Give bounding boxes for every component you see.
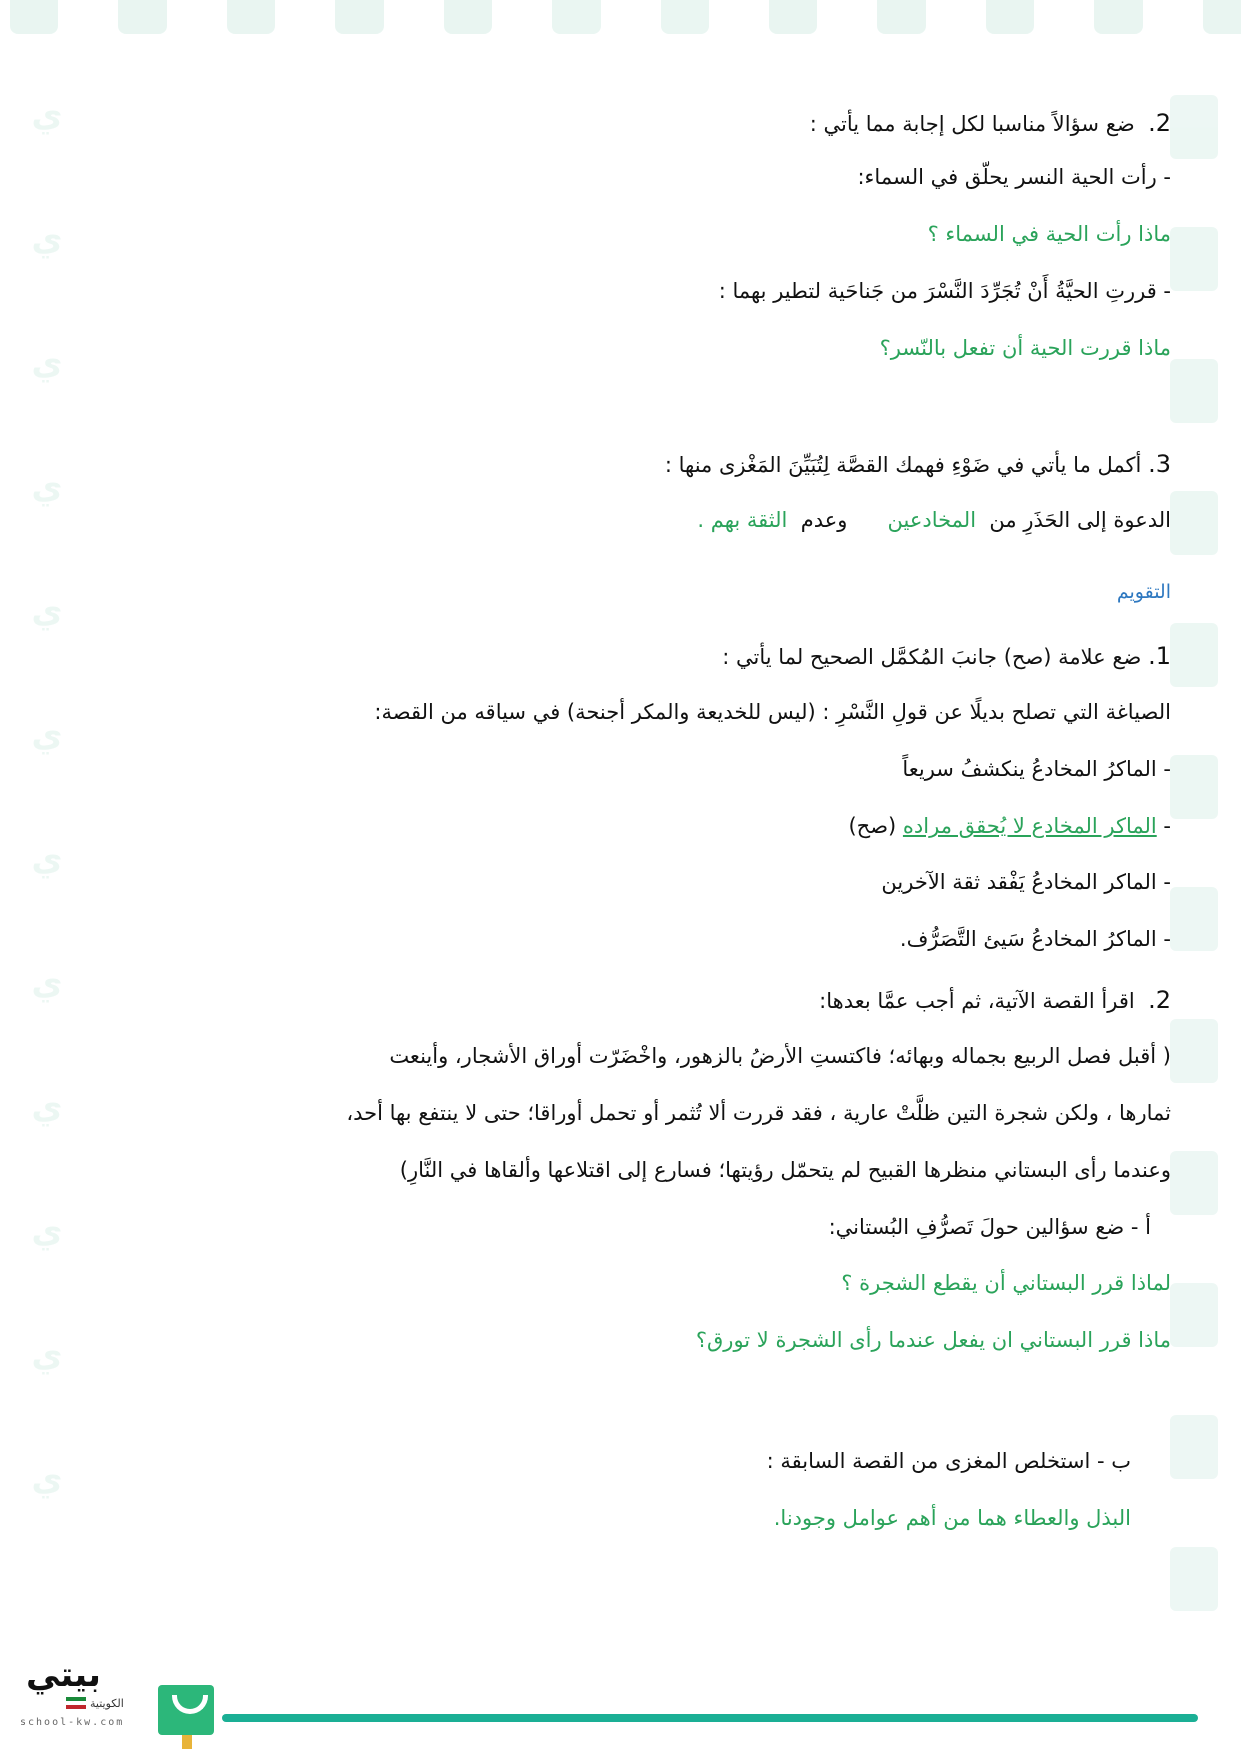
e1-option-2-text: الماكر المخادع لا يُحقق مراده — [902, 814, 1157, 838]
e1-option-2-dash: - — [1163, 814, 1171, 838]
e1-option-4: - الماكرُ المخادعُ سَيئ التَّصَرُّف. — [899, 927, 1171, 951]
e2-heading-text: اقرأ القصة الآتية، ثم أجب عمَّا بعدها: — [819, 989, 1135, 1013]
q2-answer-1: ماذا رأت الحية في السماء ؟ — [927, 222, 1171, 246]
book-smile-icon — [158, 1685, 214, 1735]
e1-heading-text: ضع علامة (صح) جانبَ المُكمَّل الصحيح لما يأتي : — [722, 645, 1142, 669]
e2-story-line-1: ( أقبل فصل الربيع بجماله وبهائه؛ فاكتستِ الأرضُ بالزهور، واخْضَرّت أوراق الأشجار، وأينعت — [389, 1044, 1171, 1068]
e2-part-a-answer-2: ماذا قرر البستاني ان يفعل عندما رأى الشجرة لا تورق؟ — [695, 1328, 1171, 1352]
q2-item-2: - قررتِ الحيَّةُ أَنْ تُجَرِّدَ النَّسْرَ من جَناحَية لتطير بهما : — [718, 279, 1171, 303]
e1-prompt: الصياغة التي تصلح بديلًا عن قولِ النَّسْرِ : (ليس للخديعة والمكر أجنحة) في سياقه من القصة: — [374, 700, 1171, 724]
e2-story-line-2: ثمارها ، ولكن شجرة التين ظلَّتْ عارية ، فقد قررت ألا تُثمر أو تحمل أوراقا؛ حتى لا ينتفع بها أحد، — [346, 1101, 1171, 1125]
q2-heading-text: ضع سؤالاً مناسبا لكل إجابة مما يأتي : — [809, 112, 1135, 136]
q2-item-1: - رأت الحية النسر يحلّق في السماء: — [857, 165, 1171, 189]
watermark-strip-right — [1170, 95, 1218, 1611]
logo-url: school-kw.com — [20, 1717, 125, 1728]
q3-number: 3. — [1148, 450, 1171, 478]
watermark-strip-top — [0, 0, 1241, 38]
logo-subtitle: الكويتية — [90, 1697, 124, 1710]
q3-text-b: وعدم — [800, 508, 848, 532]
section-title: التقويم — [1116, 581, 1171, 603]
e2-story-line-3: وعندما رأى البستاني منظرها القبيح لم يتحمّل رؤيتها؛ فسارع إلى اقتلاعها وألقاها في النَّارِ) — [399, 1158, 1171, 1182]
q2-answer-2: ماذا قررت الحية أن تفعل بالنّسر؟ — [879, 336, 1171, 360]
school-logo — [20, 1645, 225, 1750]
e1-option-2-mark: (صح) — [848, 814, 897, 838]
q3-answer-line — [697, 505, 1171, 535]
q3-answer-a: المخادعين — [887, 508, 977, 532]
e2-part-a-answer-1: لماذا قرر البستاني أن يقطع الشجرة ؟ — [841, 1271, 1171, 1295]
e2-part-b-answer: البذل والعطاء هما من أهم عوامل وجودنا. — [773, 1506, 1131, 1530]
q3-heading-text: أكمل ما يأتي في ضَوْءِ فهمك القصَّة لِتُبَيِّنَ المَغْزى منها : — [664, 453, 1142, 477]
q2-number: 2. — [1148, 109, 1171, 137]
e2-part-b-label: ب - استخلص المغزى من القصة السابقة : — [766, 1449, 1131, 1473]
q3-answer-b: الثقة بهم . — [697, 508, 788, 532]
e1-number: 1. — [1148, 642, 1171, 670]
kuwait-flag-icon — [66, 1697, 86, 1709]
e2-number: 2. — [1148, 986, 1171, 1014]
e1-option-3: - الماكر المخادعُ يَفْقد ثقة الآخرين — [881, 870, 1171, 894]
q3-heading — [665, 449, 1171, 480]
e2-heading — [819, 985, 1171, 1016]
e2-part-a-label: أ - ضع سؤالين حولَ تَصرُّفِ البُستاني: — [828, 1215, 1151, 1239]
q2-heading — [810, 108, 1171, 139]
watermark-strip-left: ي ي ي ي ي ي ي ي ي ي ي ي — [31, 95, 63, 1499]
e1-heading — [722, 641, 1171, 672]
e1-option-2 — [848, 811, 1171, 841]
footer-bar — [222, 1714, 1198, 1722]
q3-text-a: الدعوة إلى الحَذَرِ من — [989, 508, 1171, 532]
logo-word: بيتي — [26, 1655, 101, 1695]
e1-option-1: - الماكرُ المخادعُ ينكشفُ سريعاً — [902, 757, 1171, 781]
